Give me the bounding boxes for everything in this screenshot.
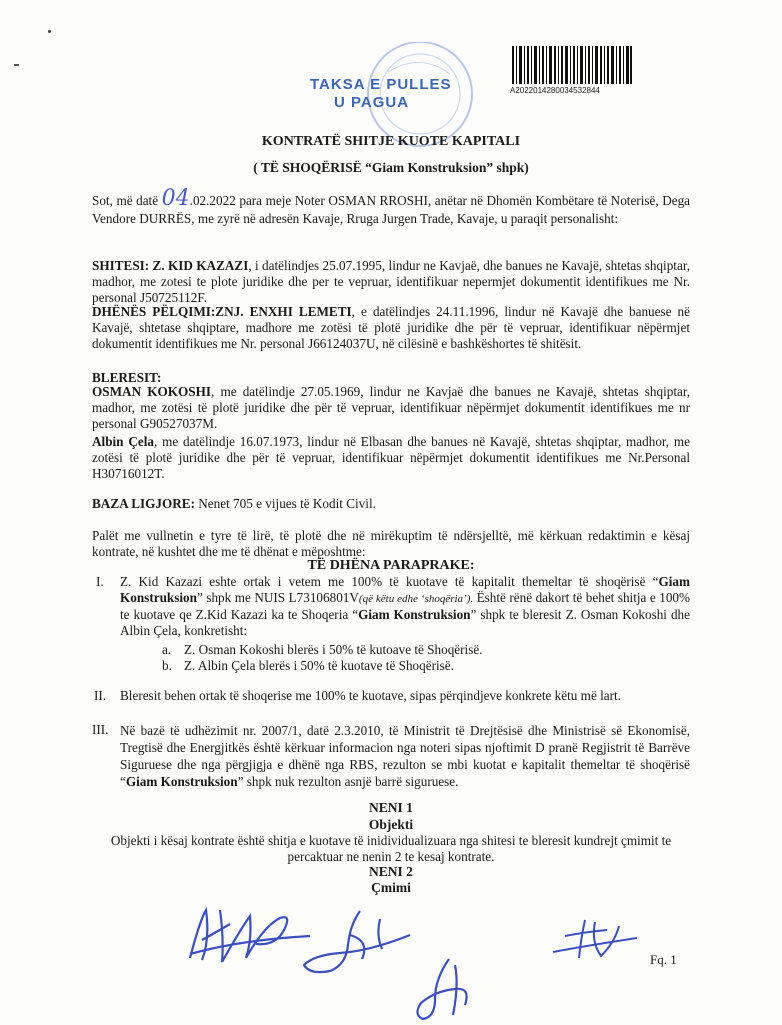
legal-basis-text: Nenet 705 e vijues të Kodit Civil. <box>194 496 376 511</box>
buyer2-text: , me datëlindje 16.07.1973, lindur në Elbasan dhe banues në Kavajë, shtetas shqiptar, madhor, me zotësi të plotë juridike dhe për të vepruar, identifikuar nëpërmjet dokumentit identifikues me Nr.Personal H30716012T. <box>92 434 691 481</box>
scan-speck <box>48 30 51 33</box>
legal-basis-label: BAZA LIGJORE: <box>92 496 195 511</box>
buyer1-label: OSMAN KOKOSHI <box>92 384 211 399</box>
intro-prefix: Sot, më datë <box>92 193 159 208</box>
signature-buyer-1 <box>290 905 420 985</box>
article-1-subtitle: Objekti <box>368 817 414 832</box>
article-2-title: NENI 2 <box>369 864 413 879</box>
item-3-text-a: Në bazë të udhëzimit nr. 2007/1, datë 2.3.2010, të Ministrit të Drejtësisë dhe Ministrisë së Ekonomisë, Tregtisë dhe Energjitkës është kërkuar informacion nga noteri sipas njoftimit D pranë Regjistrit të Barrëve Siguruese dhe nga përgjigja e dhënë nga RBS, rezulton se mbi kuotat e kapitalit themeltar të shoqërisë “ <box>120 723 690 789</box>
article-2-subtitle: Çmimi <box>371 880 411 895</box>
document-subtitle: ( TË SHOQËRISË “Giam Konstruksion” shpk) <box>253 160 529 175</box>
buyers-label: BLERESIT: <box>92 370 162 385</box>
intro-rest: .02.2022 para meje Noter OSMAN RROSHI, anëtar në Dhomën Kombëtare të Noterisë, Dega Vendore DURRËS, me zyrë në adresën Kavaje, Rruga Jurgen Trade, Kavaje, u paraqit personalisht: <box>92 193 691 226</box>
stamp-line-2: U PAGUA <box>334 94 410 111</box>
parties-will-paragraph: Palët me vullnetin e tyre të lirë, të plotë dhe në mirëkuptim të ndërsjelltë, më kërkuan redaktimin e kësaj kontrate, në kushtet dhe me të dhënat e mëposhtme: <box>92 528 690 559</box>
item-1-sub-b-mark: b. <box>162 658 172 673</box>
consent-text: , e datëlindjes 24.11.1996, lindur në Kavajë dhe banuese në Kavajë, shtetase shqiptare, madhore me zotësi të plotë juridike dhe për të vepruar, identifikuar nëpërmjet dokumentit identifikues me Nr. personal J66124037U, në cilësinë e bashkëshortes të shitësit. <box>92 304 690 351</box>
page-number: Fq. 1 <box>650 952 677 967</box>
item-1-number: I. <box>96 574 104 589</box>
seller-label: SHITESI: Z. KID KAZAZI <box>92 258 249 273</box>
item-2-paragraph: Bleresit behen ortak të shoqerise me 100% te kuotave, sipas përqindjeve konkrete këtu më lart. <box>120 688 621 703</box>
consent-paragraph <box>92 304 690 352</box>
barcode <box>512 46 632 84</box>
buyer1-text: , me datëlindje 27.05.1969, lindur ne Kavjaë dhe banues ne Kavajë, shtetas shqiptar, madhor, me zotësi të plotë juridike dhe për të vepruar, identifikuar nëpërmjet dokumentit identifikues me nr personal G90527037M. <box>92 384 690 431</box>
seller-paragraph <box>92 258 690 306</box>
intro-paragraph <box>92 186 691 228</box>
item-1-text-a: Z. Kid Kazazi eshte ortak i vetem me 100% të kuotave të kapitalit themeltar të shoqërisë “ <box>120 574 659 589</box>
buyer1-paragraph <box>92 384 690 432</box>
buyer2-paragraph <box>92 434 690 482</box>
handwritten-date: 04 <box>161 186 190 211</box>
consent-label: DHËNËS PËLQIMI:ZNJ. ENXHI LEMETI <box>92 304 352 319</box>
item-1-text-c: ” shpk me NUIS L73106801V <box>196 590 359 605</box>
item-1-sub-a-mark: a. <box>162 642 172 657</box>
company-name: Giam Konstruksion <box>125 774 238 789</box>
item-3-number: III. <box>92 722 109 737</box>
item-1-text-d: (që këtu edhe ‘shoqëria’). <box>358 593 474 605</box>
document-title: KONTRATË SHITJE KUOTE KAPITALI <box>261 134 521 149</box>
buyer2-label: Albin Çela <box>92 434 154 449</box>
item-1-text-e: Është rënë dakort të behet shitja e 100% te kuotave qe Z.Kid Kazazi ka te Shoqeria “ <box>120 590 690 622</box>
preliminary-data-heading: TË DHËNA PARAPRAKE: <box>307 558 475 573</box>
item-1-sub-b: Z. Albin Çela blerës i 50% të kuotave të Shoqërisë. <box>184 658 454 673</box>
signature-notary <box>545 912 645 972</box>
barcode-number: A2022014280034532844 <box>510 86 600 95</box>
item-3-paragraph <box>120 722 690 790</box>
article-1-title: NENI 1 <box>369 800 413 815</box>
stamp-line-1: TAKSA E PULLES <box>310 76 452 93</box>
item-3-text-c: ” shpk nuk rezulton asnjë barrë siguruese. <box>237 774 459 789</box>
item-1-sub-a: Z. Osman Kokoshi blerës i 50% të kutoave të Shoqërisë. <box>184 642 483 657</box>
company-name: Giam Konstruksion <box>120 574 690 605</box>
item-1-text-g: ” shpk te bleresit Z. Osman Kokoshi dhe Albin Çela, konkretisht: <box>120 607 690 638</box>
signature-buyer-2 <box>405 955 485 1025</box>
article-1-text: Objekti i kësaj kontrate është shitja e kuotave të inidividualizuara nga shitesi te bleresit kundrejt çmimit te percaktuar ne nenin 2 te kesaj kontrate. <box>110 833 672 864</box>
item-1-paragraph <box>120 574 690 639</box>
scan-speck <box>14 64 19 66</box>
legal-basis <box>92 496 690 512</box>
seller-text: , i datëlindjes 25.07.1995, lindur ne Kavjaë, dhe banues ne Kavajë, shtetas shqiptar, madhor, me zotesi te plote juridike dhe per te vepruar, identifikuar nepermjet dokumentit identifikues me Nr. personal J50725112F. <box>92 258 690 305</box>
item-2-number: II. <box>94 688 107 703</box>
company-name: Giam Konstruksion <box>358 607 471 622</box>
